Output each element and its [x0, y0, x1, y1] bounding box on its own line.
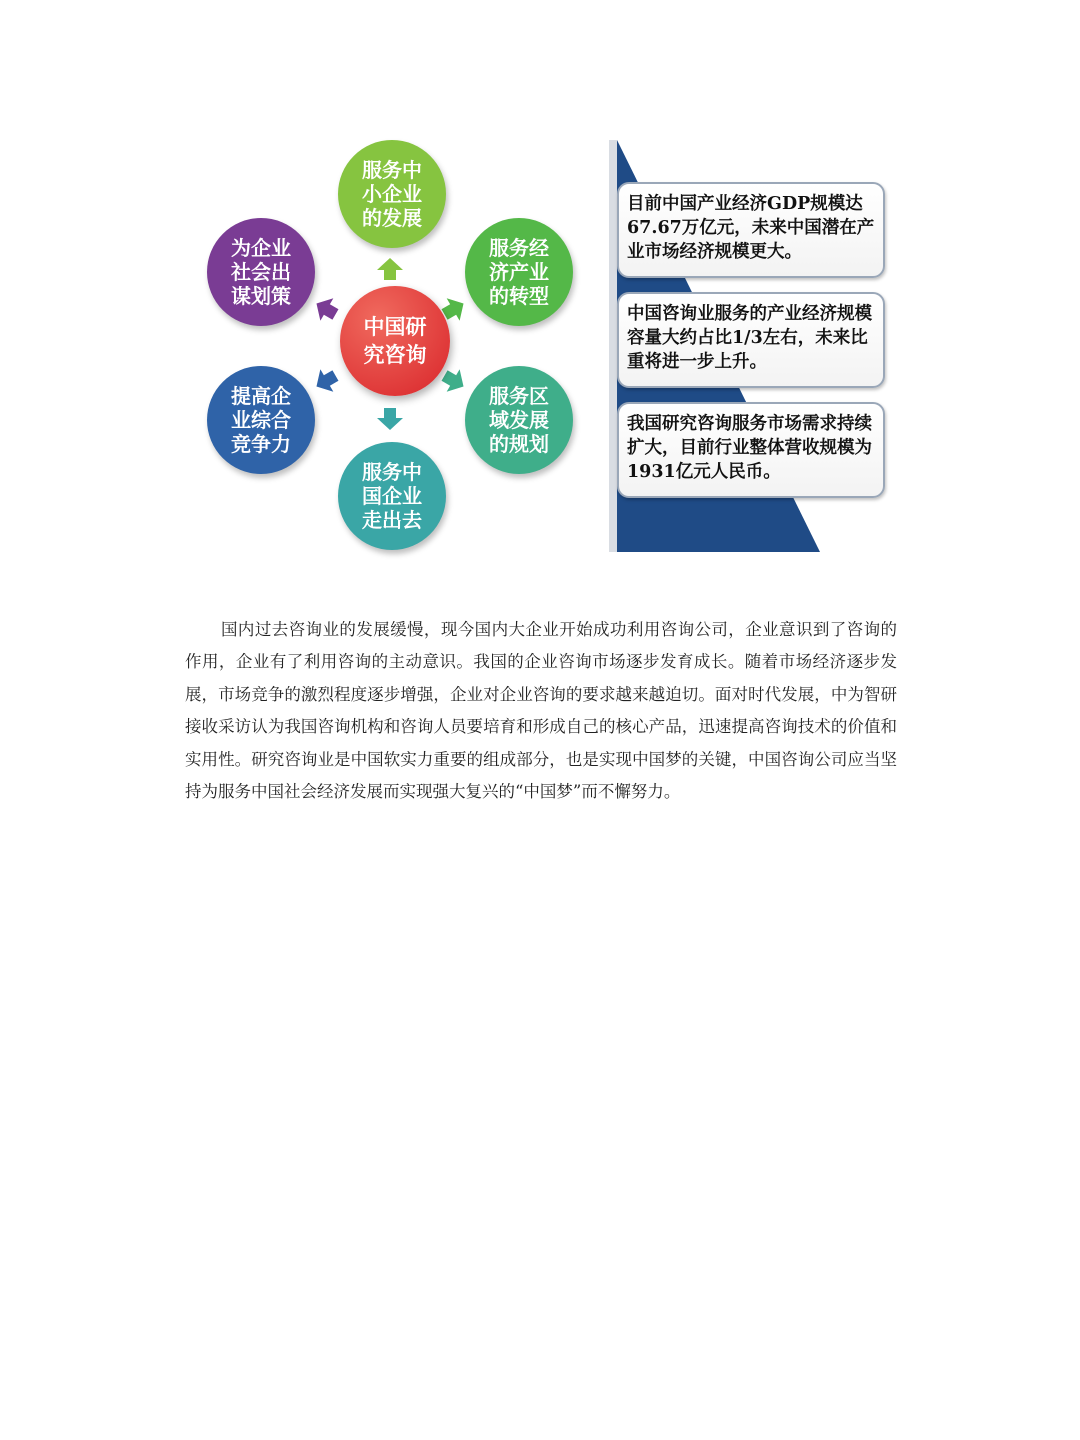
node-regional-planning: [465, 366, 573, 474]
info-panel: [605, 140, 895, 555]
info-box-market-revenue: 我国研究咨询服务市场需求持续扩大，目前行业整体营收规模为1931亿元人民币。: [617, 402, 885, 498]
arrow-up-icon: [377, 258, 403, 280]
center-label: 中国研 究咨询: [363, 314, 427, 367]
node-industry-transformation: [465, 218, 573, 326]
node-label: 为企业 社会出 谋划策: [231, 236, 291, 308]
arrow-lower-left-icon: [310, 364, 342, 398]
info-box-consulting-share: 中国咨询业服务的产业经济规模容量大约占比1/3左右，未来比重将进一步上升。: [617, 292, 885, 388]
node-label: 服务区 域发展 的规划: [489, 384, 549, 456]
info-box-gdp: 目前中国产业经济GDP规模达67.67万亿元，未来中国潜在产业市场经济规模更大。: [617, 182, 885, 278]
node-label: 服务中 小企业 的发展: [362, 158, 422, 230]
arrow-lower-right-icon: [438, 364, 470, 398]
consulting-radial-diagram: [195, 130, 595, 560]
node-going-global: [338, 442, 446, 550]
node-strategy-advice: [207, 218, 315, 326]
article-paragraph: 国内过去咨询业的发展缓慢，现今国内大企业开始成功利用咨询公司，企业意识到了咨询的作用，企业有了利用咨询的主动意识。我国的企业咨询市场逐步发育成长。随着市场经济逐步发展，市场竞争的激烈程度逐步增强，企业对企业咨询的要求越来越迫切。面对时代发展，中为智研接收采访认为我国咨询机构和咨询人员要培育和形成自己的核心产品，迅速提高咨询技术的价值和实用性。研究咨询业是中国软实力重要的组成部分，也是实现中国梦的关键，中国咨询公司应当坚持为服务中国社会经济发展而实现强大复兴的“中国梦”而不懈努力。: [185, 620, 897, 802]
arrow-upper-left-icon: [310, 292, 342, 326]
node-label: 服务经 济产业 的转型: [489, 236, 549, 308]
figure: [0, 0, 1080, 600]
node-label: 服务中 国企业 走出去: [362, 460, 422, 532]
node-label: 提高企 业综合 竞争力: [231, 384, 291, 456]
node-sme-development: [338, 140, 446, 248]
arrow-down-icon: [377, 408, 403, 430]
node-competitiveness: [207, 366, 315, 474]
center-circle: [340, 286, 450, 396]
